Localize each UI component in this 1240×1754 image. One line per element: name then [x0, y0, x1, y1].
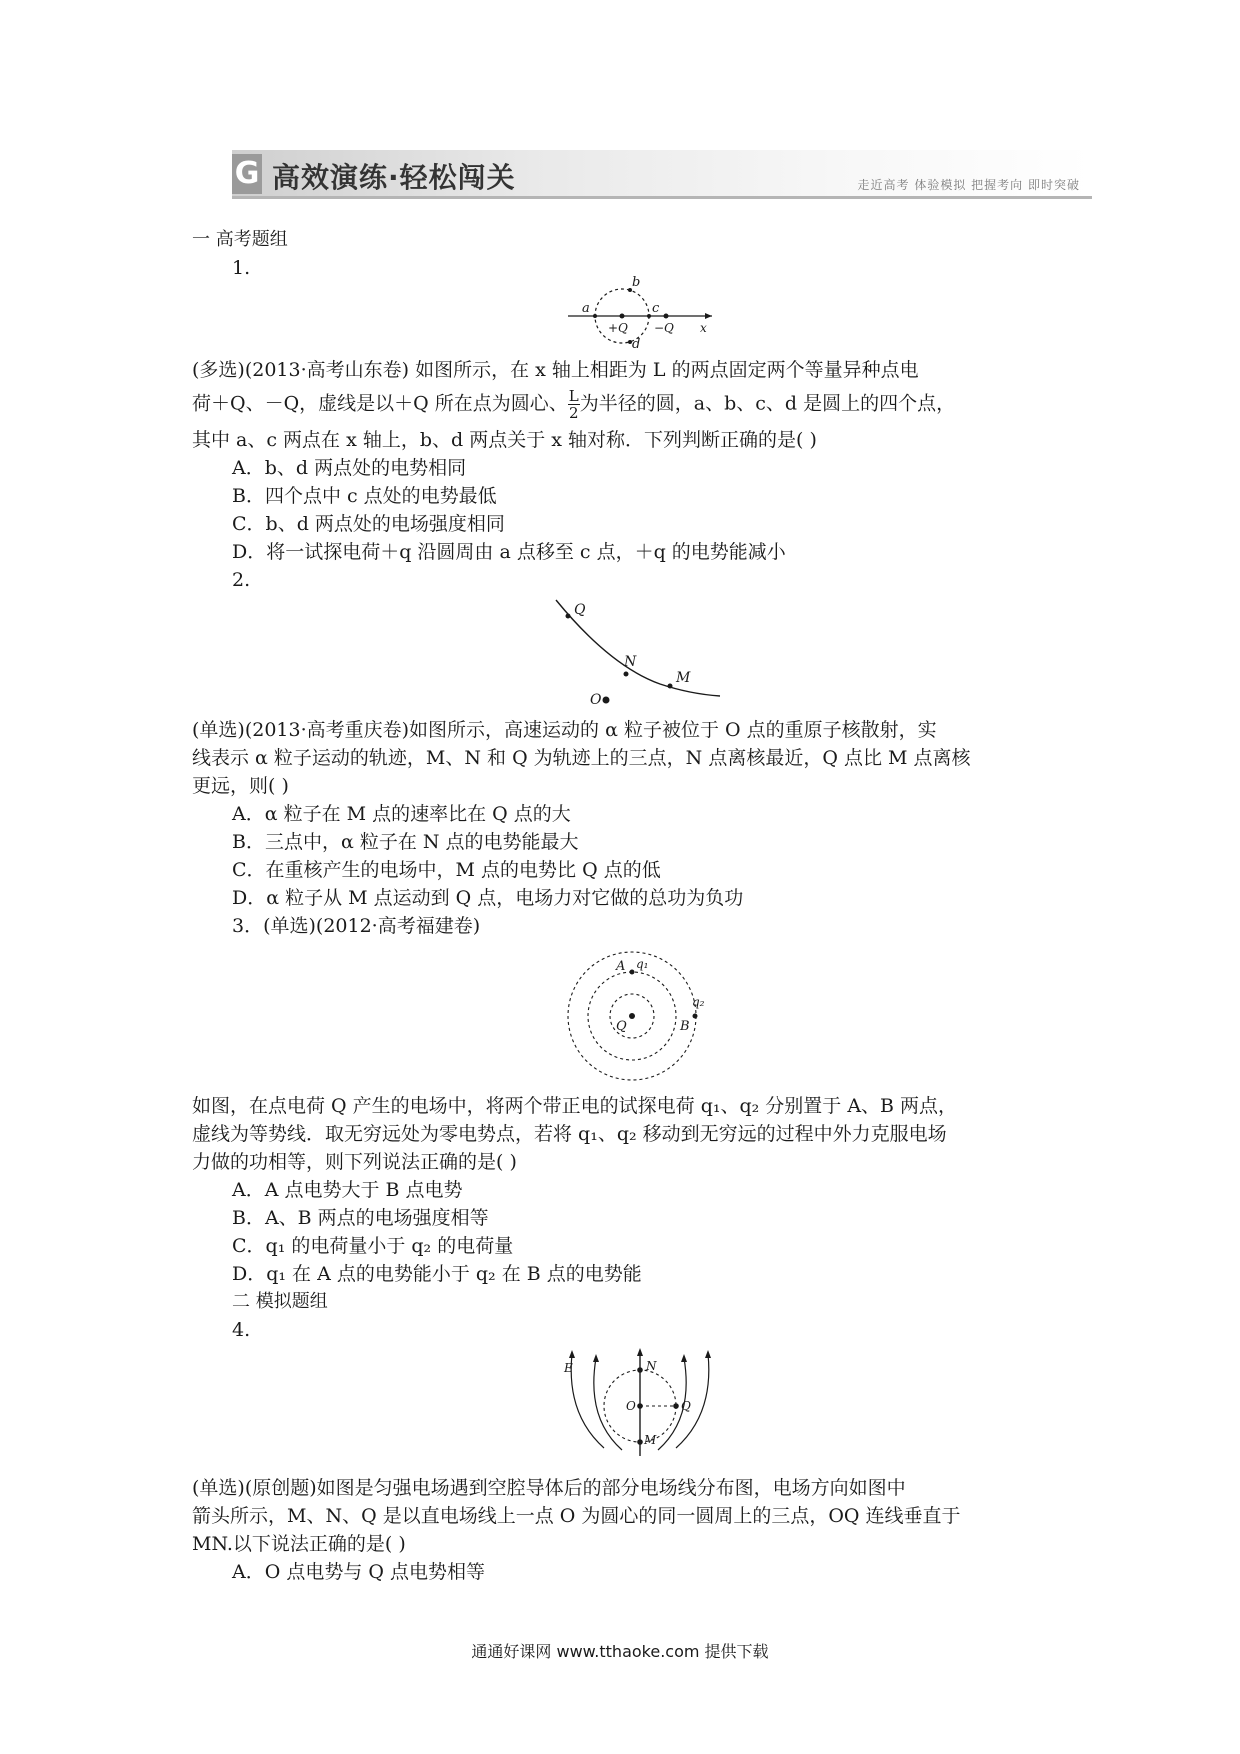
question-text: 荷＋Q、－Q，虚线是以＋Q 所在点为圆心、 — [192, 392, 568, 415]
fraction — [568, 388, 580, 421]
field-line-left-outer — [571, 1354, 604, 1448]
label-m: M — [676, 670, 691, 686]
point-m — [668, 684, 673, 689]
question-header: 3．(单选)(2012·高考福建卷) — [232, 915, 481, 937]
section-title: 一 高考题组 — [192, 229, 288, 250]
point-o — [637, 1403, 643, 1409]
option-b: B．四个点中 c 点处的电势最低 — [232, 485, 497, 507]
label-q: Q — [574, 602, 586, 618]
option-a: A．b、d 两点处的电势相同 — [232, 457, 467, 479]
option-d: D．将一试探电荷＋q 沿圆周由 a 点移至 c 点，＋q 的电势能减小 — [232, 541, 786, 563]
label-q: Q — [681, 1399, 691, 1413]
label-q1: q₁ — [636, 957, 649, 971]
point-c — [647, 314, 651, 318]
option-a: A．α 粒子在 M 点的速率比在 Q 点的大 — [232, 803, 571, 825]
option-b: B．A、B 两点的电场强度相等 — [232, 1207, 489, 1229]
section-banner — [232, 150, 1092, 202]
question-text: 箭头所示，M、N、Q 是以直电场线上一点 O 为圆心的同一圆周上的三点，OQ 连线垂直于 — [192, 1505, 961, 1527]
point-n — [637, 1367, 643, 1373]
figure-equipotential-rings — [560, 944, 710, 1088]
point-a — [593, 314, 597, 318]
banner-logo-icon: G — [232, 154, 262, 194]
page-footer: 通通好课网 www.tthaoke.com 提供下载 — [471, 1642, 769, 1661]
question-text: (多选)(2013·高考山东卷) 如图所示，在 x 轴上相距为 L 的两点固定两个等量异种点电 — [192, 359, 919, 381]
question-text: 如图，在点电荷 Q 产生的电场中，将两个带正电的试探电荷 q₁、q₂ 分别置于 A、B 两点， — [192, 1095, 958, 1117]
figure-alpha-trajectory — [540, 596, 730, 708]
question-text-row — [192, 388, 1052, 421]
label-q2: q₂ — [692, 995, 705, 1009]
label-d: d — [632, 337, 641, 348]
question-text: 其中 a、c 两点在 x 轴上，b、d 两点关于 x 轴对称．下列判断正确的是( ) — [192, 429, 817, 451]
question-text: 力做的功相等，则下列说法正确的是( ) — [192, 1151, 517, 1173]
question-text: 更远，则( ) — [192, 775, 289, 797]
banner-slogan: 走近高考 体验模拟 把握考向 即时突破 — [857, 178, 1080, 192]
question-number: 1. — [232, 257, 251, 279]
label-o: O — [626, 1399, 636, 1413]
question-text: 为半径的圆，a、b、c、d 是圆上的四个点， — [579, 392, 956, 415]
label-plus-q: +Q — [608, 321, 628, 335]
label-q: Q — [616, 1019, 627, 1034]
question-number: 2. — [232, 569, 251, 591]
point-m — [637, 1439, 643, 1445]
option-b: B．三点中，α 粒子在 N 点的电势能最大 — [232, 831, 579, 853]
option-a: A．A 点电势大于 B 点电势 — [232, 1179, 463, 1201]
question-text: 线表示 α 粒子运动的轨迹，M、N 和 Q 为轨迹上的三点，N 点离核最近，Q 点比 M 点离核 — [192, 747, 971, 769]
arrow-icon — [705, 1350, 711, 1358]
option-d: D．α 粒子从 M 点运动到 Q 点，电场力对它做的总功为负功 — [232, 887, 744, 909]
label-c: c — [652, 301, 660, 316]
field-line-left-inner — [594, 1358, 622, 1450]
point-b — [693, 1014, 698, 1019]
label-e: E — [564, 1361, 573, 1375]
label-n: N — [624, 654, 637, 670]
nucleus-o — [603, 697, 610, 704]
question-text: MN.以下说法正确的是( ) — [192, 1533, 406, 1555]
point-a — [630, 970, 635, 975]
option-d: D．q₁ 在 A 点的电势能小于 q₂ 在 B 点的电势能 — [232, 1263, 642, 1285]
label-minus-q: −Q — [654, 321, 674, 335]
point-n — [624, 672, 629, 677]
charge-q — [629, 1013, 635, 1019]
arrow-icon — [569, 1350, 575, 1358]
fraction-denominator: 2 — [568, 404, 579, 422]
label-o: O — [590, 692, 602, 708]
figure-field-lines — [560, 1344, 720, 1460]
banner-divider — [232, 196, 1092, 199]
question-text: 虚线为等势线．取无穷远处为零电势点，若将 q₁、q₂ 移动到无穷远的过程中外力克服电场 — [192, 1123, 947, 1145]
label-x: x — [700, 321, 707, 335]
label-a: A — [616, 959, 626, 974]
question-number: 4. — [232, 1319, 251, 1341]
label-a: a — [582, 301, 590, 316]
minus-q-charge — [664, 314, 669, 319]
banner-title: 高效演练·轻松闯关 — [272, 161, 516, 194]
x-axis-arrow-icon — [705, 313, 712, 319]
label-m: M — [644, 1433, 657, 1447]
question-text: (单选)(原创题)如图是匀强电场遇到空腔导体后的部分电场线分布图，电场方向如图中 — [192, 1477, 906, 1499]
label-b: b — [632, 276, 641, 290]
arrow-icon — [593, 1354, 599, 1362]
figure-dipole-circle — [560, 276, 720, 348]
plus-q-charge — [620, 314, 625, 319]
label-n: N — [646, 1359, 657, 1373]
arrow-icon — [681, 1354, 687, 1362]
fraction-numerator: L — [568, 387, 579, 405]
point-q — [673, 1403, 679, 1409]
point-q — [566, 614, 571, 619]
option-c: C．在重核产生的电场中，M 点的电势比 Q 点的低 — [232, 859, 661, 881]
section-title: 二 模拟题组 — [232, 1291, 328, 1312]
question-text: (单选)(2013·高考重庆卷)如图所示，高速运动的 α 粒子被位于 O 点的重原子核散射，实 — [192, 719, 937, 741]
arrow-icon — [637, 1348, 643, 1356]
option-c: C．b、d 两点处的电场强度相同 — [232, 513, 505, 535]
option-a: A．O 点电势与 Q 点电势相等 — [232, 1561, 485, 1583]
label-b: B — [680, 1019, 690, 1034]
option-c: C．q₁ 的电荷量小于 q₂ 的电荷量 — [232, 1235, 514, 1257]
